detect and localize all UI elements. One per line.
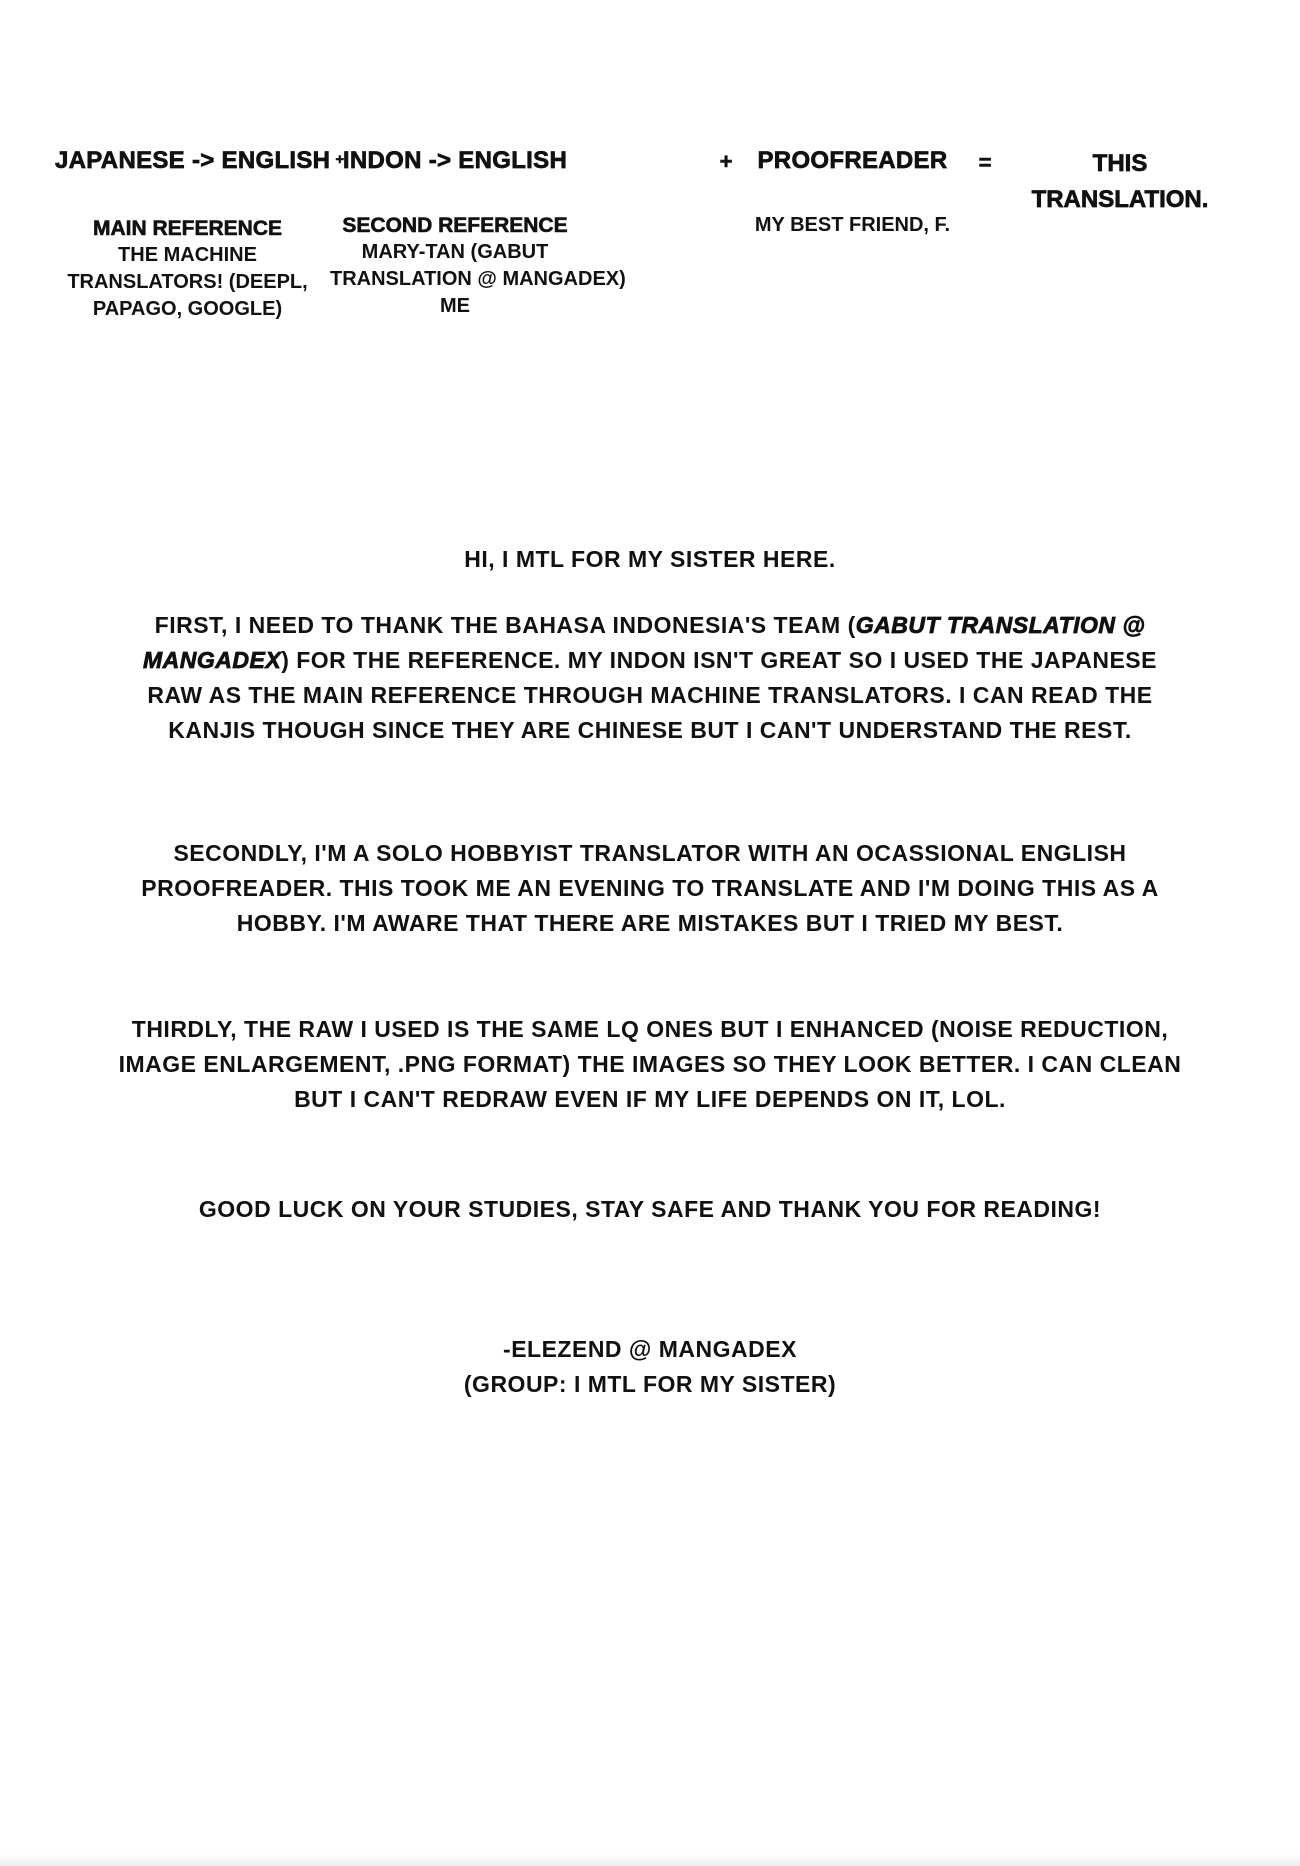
note-paragraph-2 [0, 836, 1300, 941]
signature-name: -ELEZEND @ MANGADEX [503, 1336, 797, 1362]
note-intro [0, 542, 1300, 577]
paragraph-text: FIRST, I NEED TO THANK THE BAHASA INDONESIA'S TEAM ( [154, 612, 856, 638]
credit-detail-second-reference [330, 212, 626, 320]
credit-title-text: JAPANESE -> ENGLISH [55, 147, 331, 174]
credit-column-indon-english [330, 146, 626, 320]
credit-line: TRANSLATION @ MANGADEX) [330, 268, 626, 290]
credit-line: MY BEST FRIEND, F. [754, 214, 951, 236]
credit-title-indon-english: INDON -> ENGLISH [342, 147, 568, 174]
credit-subtitle: SECOND REFERENCE [342, 214, 568, 237]
note-closing [0, 1192, 1300, 1227]
credit-line: ME [440, 295, 470, 317]
group-name-emphasis: MANGADEX [143, 647, 282, 673]
paragraph-line: SECONDLY, I'M A SOLO HOBBYIST TRANSLATOR WITH AN OCASSIONAL ENGLISH [173, 840, 1127, 866]
intro-line: HI, I MTL FOR MY SISTER HERE. [464, 546, 836, 572]
result-line-2: TRANSLATION. [1031, 186, 1209, 213]
credit-column-proofreader [745, 146, 960, 239]
result-line-1: THIS [1092, 150, 1148, 177]
paragraph-line: BUT I CAN'T REDRAW EVEN IF MY LIFE DEPENDS ON IT, LOL. [294, 1086, 1006, 1112]
signature [0, 1332, 1300, 1402]
paragraph-line: IMAGE ENLARGEMENT, .PNG FORMAT) THE IMAGES SO THEY LOOK BETTER. I CAN CLEAN [118, 1051, 1182, 1077]
credit-line: MARY-TAN (GABUT [361, 241, 549, 263]
note-paragraph-1 [0, 608, 1300, 748]
credit-column-japanese-english [55, 146, 345, 323]
note-paragraph-3 [0, 1012, 1300, 1117]
credit-subtitle: MAIN REFERENCE [92, 217, 282, 240]
paragraph-line: KANJIS THOUGH SINCE THEY ARE CHINESE BUT I CAN'T UNDERSTAND THE REST. [168, 717, 1132, 743]
paragraph-line: HOBBY. I'M AWARE THAT THERE ARE MISTAKES BUT I TRIED MY BEST. [236, 910, 1064, 936]
credit-detail-main-reference [55, 215, 320, 323]
credit-line: TRANSLATORS! (DEEPL, [67, 271, 308, 293]
credit-column-result [1025, 146, 1215, 218]
credit-title-japanese-english [55, 146, 345, 179]
paragraph-line: RAW AS THE MAIN REFERENCE THROUGH MACHINE TRANSLATORS. I CAN READ THE [147, 682, 1153, 708]
equals-symbol: = [978, 150, 992, 175]
group-name-emphasis: GABUT TRANSLATION @ [855, 612, 1146, 638]
plus-symbol-small: + [335, 151, 345, 168]
paragraph-text: ) FOR THE REFERENCE. MY INDON ISN'T GREAT SO I USED THE JAPANESE [281, 647, 1157, 673]
paragraph-line [0, 608, 1300, 643]
credit-line: PAPAGO, GOOGLE) [92, 298, 283, 320]
paragraph-line [0, 643, 1300, 678]
signature-group: (GROUP: I MTL FOR MY SISTER) [463, 1371, 837, 1397]
paragraph-line: PROOFREADER. THIS TOOK ME AN EVENING TO TRANSLATE AND I'M DOING THIS AS A [141, 875, 1159, 901]
closing-line: GOOD LUCK ON YOUR STUDIES, STAY SAFE AND THANK YOU FOR READING! [198, 1196, 1102, 1222]
credit-detail-proofreader [745, 212, 960, 239]
credit-title-proofreader: PROOFREADER [757, 147, 948, 174]
credit-line: THE MACHINE [118, 244, 257, 266]
plus-symbol: + [719, 149, 733, 174]
paragraph-line: THIRDLY, THE RAW I USED IS THE SAME LQ ONES BUT I ENHANCED (NOISE REDUCTION, [131, 1016, 1169, 1042]
